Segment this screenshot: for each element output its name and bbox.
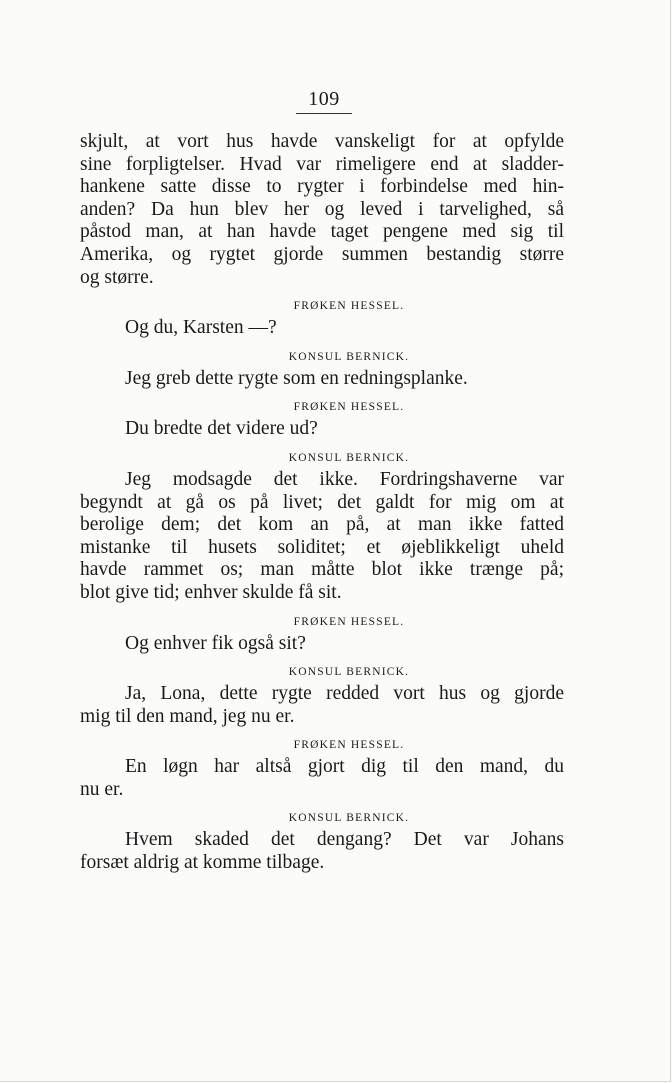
speaker-name: FRØKEN HESSEL.: [293, 739, 405, 752]
text-line: Jeg modsagde det ikke. Fordringshaverne var: [125, 468, 564, 490]
text-line: Og enhver fik også sit?: [125, 632, 306, 654]
text-line: forsæt aldrig at komme tilbage.: [80, 852, 325, 874]
text-line: En løgn har altså gjort dig til den mand, du: [125, 756, 564, 778]
text-line: Hvem skaded det dengang? Det var Johans: [125, 829, 564, 851]
speaker-name: FRØKEN HESSEL.: [293, 300, 405, 313]
text-line: sine forpligtelser. Hvad var rimeligere end at sladder-: [80, 153, 564, 175]
speech: [80, 368, 564, 391]
speaker-name: KONSUL BERNICK.: [288, 812, 410, 825]
text-line: skjult, at vort hus havde vanskeligt for at opfylde: [80, 131, 564, 152]
page-body: [80, 131, 564, 875]
speech: [80, 756, 564, 801]
text-line: hankene satte disse to rygter i forbindelse med hin-: [80, 176, 564, 198]
text-line: mig til den mand, jeg nu er.: [80, 705, 295, 727]
speech: [80, 683, 564, 728]
speech: [80, 633, 564, 656]
text-line: berolige dem; det kom an på, at man ikke fatted: [80, 514, 564, 536]
speech: [80, 469, 564, 605]
text-line: og større.: [80, 266, 154, 288]
text-line: begyndt at gå os på livet; det galdt for mig om at: [80, 491, 564, 513]
speaker-name: KONSUL BERNICK.: [288, 666, 410, 679]
speech: [80, 829, 564, 874]
text-line: Du bredte det videre ud?: [125, 418, 318, 440]
speaker-name: KONSUL BERNICK.: [288, 451, 410, 464]
speech: [80, 418, 564, 441]
text-line: havde rammet os; man måtte blot ikke trænge på;: [80, 559, 564, 581]
page-number: 109: [296, 88, 352, 114]
speech: [80, 317, 564, 340]
text-line: Og du, Karsten —?: [125, 317, 277, 339]
text-line: blot give tid; enhver skulde få sit.: [80, 581, 342, 603]
opening-paragraph: [80, 131, 564, 289]
speaker-name: FRØKEN HESSEL.: [293, 401, 405, 414]
speaker-name: KONSUL BERNICK.: [288, 350, 410, 363]
text-line: Ja, Lona, dette rygte redded vort hus og gjorde: [125, 683, 564, 705]
text-line: mistanke til husets soliditet; et øjeblikkeligt uheld: [80, 536, 564, 558]
text-line: nu er.: [80, 778, 124, 800]
text-line: Amerika, og rygtet gjorde summen bestandig større: [80, 243, 564, 265]
text-line: Jeg greb dette rygte som en redningsplanke.: [125, 367, 468, 389]
text-line: påstod man, at han havde taget pengene med sig til: [80, 221, 564, 243]
text-line: anden? Da hun blev her og leved i tarvelighed, så: [80, 198, 564, 220]
speaker-name: FRØKEN HESSEL.: [293, 615, 405, 628]
